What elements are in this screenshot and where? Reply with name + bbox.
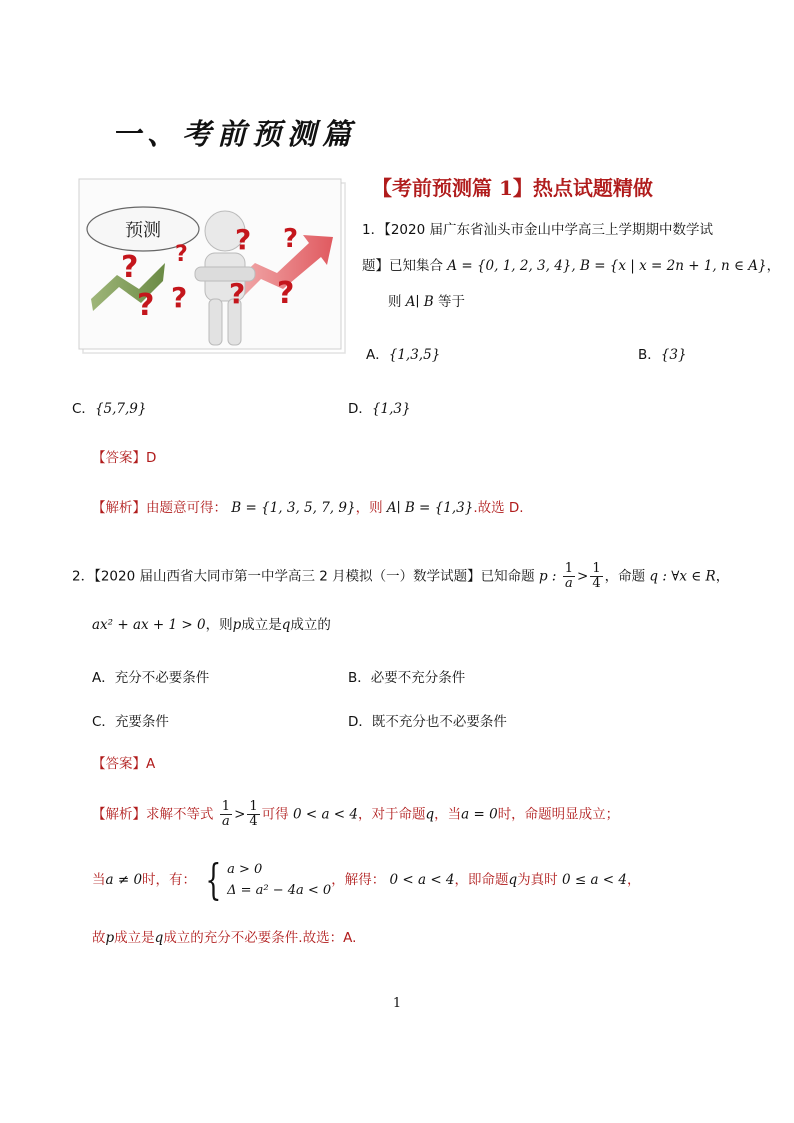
- option-label: A．: [366, 347, 389, 363]
- analysis-text: ，: [626, 872, 641, 888]
- q1-source: 【2020 届广东省汕头市金山中学高三上学期期中数学试: [384, 222, 713, 238]
- analysis-math: a = 0: [461, 806, 498, 823]
- analysis-text: ，即命题: [454, 872, 509, 888]
- q2-stem: ，则: [205, 617, 233, 633]
- frac-den: 4: [592, 576, 601, 591]
- q2-math: q : ∀x ∈ R: [649, 568, 716, 585]
- equation-system: [200, 855, 332, 904]
- system-row: a > 0: [227, 862, 263, 877]
- frac-num: 1: [221, 799, 231, 814]
- analysis-text: 为真时: [517, 872, 558, 888]
- q1-option-d: [348, 397, 411, 417]
- q1-analysis: [92, 498, 524, 518]
- analysis-math: 0 < a < 4: [389, 872, 455, 888]
- q1-line-1: [362, 220, 713, 240]
- q1-expr: A∣ B: [405, 294, 434, 310]
- option-value: 充要条件: [114, 714, 169, 730]
- svg-text:?: ?: [137, 288, 155, 323]
- option-label: C．: [92, 714, 115, 730]
- fraction: [220, 800, 232, 829]
- q2-answer: [92, 754, 155, 774]
- q2-source: 【2020 届山西省大同市第一中学高三 2 月模拟（一）数学试题】: [94, 568, 481, 585]
- option-value: {1,3,5}: [388, 347, 441, 363]
- fraction: [563, 562, 575, 591]
- analysis-math: q: [508, 872, 518, 888]
- q2-stem: 成立是: [241, 617, 282, 633]
- q2-option-b: [348, 666, 465, 686]
- system-row: Δ = a² − 4a < 0: [227, 883, 332, 898]
- frac-den: 4: [249, 814, 258, 829]
- analysis-math: B = {1, 3, 5, 7, 9}: [231, 500, 356, 516]
- analysis-text: 时，命题明显成立；: [497, 806, 620, 823]
- q2-analysis-line-1: [92, 800, 619, 829]
- answer-value: D: [146, 450, 157, 466]
- svg-text:预测: 预测: [125, 220, 161, 241]
- q2-math: q: [281, 617, 291, 633]
- q2-number: 2．: [72, 568, 95, 585]
- analysis-text: ，对于命题: [357, 806, 426, 823]
- analysis-text: ，当: [434, 806, 462, 823]
- q1-line-2: [362, 256, 780, 276]
- q1-sets: A = {0, 1, 2, 3, 4}, B = {x | x = 2n + 1, n ∈ A}: [447, 258, 767, 274]
- q2-math: p: [232, 617, 242, 633]
- q2-stem: 已知命题: [480, 568, 535, 585]
- analysis-label: 【解析】: [92, 500, 146, 516]
- option-value: 充分不必要条件: [114, 670, 210, 686]
- analysis-text: 故: [92, 930, 106, 946]
- option-value: {5,7,9}: [94, 401, 147, 417]
- section-title: 一、考前预测篇: [112, 117, 358, 151]
- q1-stem-a: 已知集合: [389, 258, 443, 274]
- analysis-text: 时，有：: [142, 872, 197, 888]
- q1-answer: [92, 448, 156, 468]
- q2-stem: ，: [715, 568, 730, 585]
- analysis-text: 由题意可得：: [146, 500, 227, 516]
- analysis-math: q: [425, 806, 435, 823]
- svg-text:?: ?: [121, 250, 139, 285]
- prediction-illustration: [77, 177, 349, 357]
- q1-option-a: [366, 343, 440, 363]
- q1-stem-b: ，: [766, 258, 781, 274]
- frac-num: 1: [592, 561, 601, 576]
- brace: {: [205, 855, 222, 904]
- analysis-math: A∣ B = {1,3}: [386, 500, 474, 516]
- option-label: D．: [348, 401, 372, 417]
- fraction: [590, 562, 602, 591]
- q2-line-1: [72, 562, 729, 591]
- svg-text:?: ?: [229, 277, 246, 310]
- analysis-math: p: [105, 930, 115, 946]
- system-rows: [227, 860, 331, 900]
- q2-line-2: [92, 615, 331, 635]
- analysis-math: 0 ≤ a < 4: [561, 872, 627, 888]
- frac-den: a: [565, 576, 573, 591]
- svg-text:?: ?: [235, 223, 252, 256]
- fraction: [247, 800, 259, 829]
- analysis-text: 当: [92, 872, 106, 888]
- option-label: D．: [348, 714, 372, 730]
- analysis-text: 求解不等式: [146, 806, 214, 823]
- q1-number: 1．: [362, 222, 385, 238]
- hot-topic-title: 【考前预测篇 1】热点试题精做: [372, 176, 653, 200]
- analysis-math: 0 < a < 4: [292, 806, 358, 823]
- q2-math: p :: [538, 568, 557, 585]
- frac-num: 1: [564, 561, 574, 576]
- option-value: {3}: [660, 347, 687, 363]
- q2-option-d: [348, 710, 507, 730]
- option-value: 必要不充分条件: [370, 670, 466, 686]
- q1-option-b: [638, 343, 687, 363]
- analysis-math: a ≠ 0: [105, 872, 143, 888]
- option-value: 既不充分也不必要条件: [371, 714, 507, 730]
- analysis-math: >: [234, 806, 246, 823]
- q2-option-a: [92, 666, 209, 686]
- q1-stem-c: 则: [388, 294, 402, 310]
- analysis-text: ，解得：: [331, 872, 386, 888]
- analysis-text: ，则: [355, 500, 383, 516]
- frac-num: 1: [249, 799, 258, 814]
- analysis-text: 可得: [261, 806, 289, 823]
- analysis-label: 【解析】: [92, 806, 146, 823]
- option-label: A．: [92, 670, 115, 686]
- q2-analysis-line-2: [92, 855, 641, 904]
- answer-value: A: [146, 756, 156, 772]
- answer-label: 【答案】: [92, 450, 146, 466]
- svg-text:?: ?: [277, 276, 295, 311]
- option-label: B．: [638, 347, 661, 363]
- q2-math: >: [577, 568, 589, 585]
- q2-stem: 成立的: [290, 617, 331, 633]
- q1-source-cont: 题】: [362, 258, 389, 274]
- q1-option-c: [72, 397, 146, 417]
- q1-line-3: [388, 292, 465, 312]
- thinking-figure-icon: [77, 177, 349, 357]
- option-value: {1,3}: [371, 401, 411, 417]
- svg-text:?: ?: [175, 242, 188, 267]
- option-label: C．: [72, 401, 95, 417]
- analysis-text: .故选 D.: [473, 500, 524, 516]
- q2-stem: ，命题: [604, 568, 646, 585]
- svg-text:?: ?: [283, 224, 299, 254]
- q2-math: ax² + ax + 1 > 0: [92, 617, 206, 633]
- svg-text:?: ?: [171, 281, 188, 314]
- answer-label: 【答案】: [92, 756, 146, 772]
- option-label: B．: [348, 670, 371, 686]
- analysis-text: 成立是: [114, 930, 155, 946]
- analysis-math: q: [154, 930, 164, 946]
- analysis-text: 成立的充分不必要条件.故选：A.: [163, 930, 357, 946]
- q2-option-c: [92, 710, 169, 730]
- page-number: 1: [392, 996, 402, 1011]
- frac-den: a: [222, 814, 230, 829]
- q2-analysis-line-3: [92, 928, 356, 948]
- q1-stem-d: 等于: [437, 294, 465, 310]
